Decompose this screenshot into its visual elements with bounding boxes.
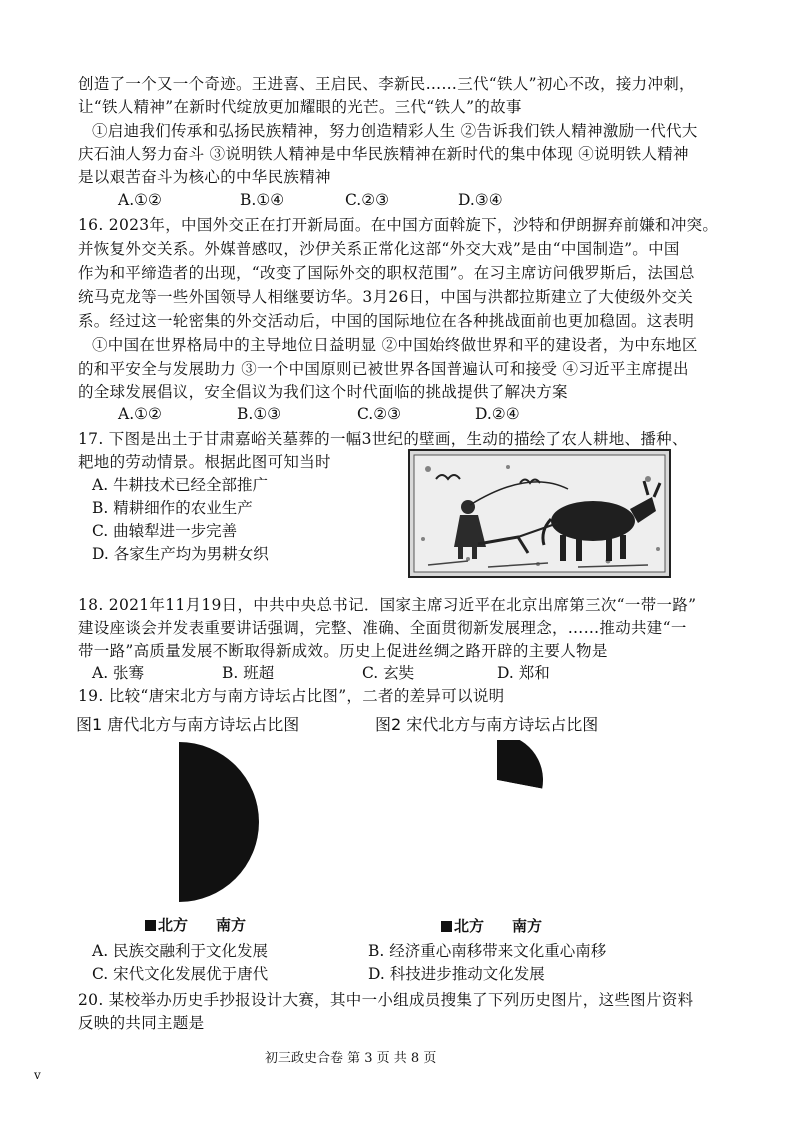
q16-option-c: C.②③ — [357, 405, 402, 423]
q18-option-c: C. 玄奘 — [362, 664, 415, 682]
page-footer: 初三政史合卷 第 3 页 共 8 页 — [265, 1051, 437, 1066]
q20-line-2: 反映的共同主题是 — [78, 1014, 205, 1032]
q15-line-4: 庆石油人努力奋斗 ③说明铁人精神是中华民族精神在新时代的集中体现 ④说明铁人精神 — [78, 145, 689, 163]
q17-line-2: 耙地的劳动情景。根据此图可知当时 — [78, 453, 331, 471]
legend-south-label: 南方 — [216, 916, 247, 934]
fig2-title: 图2 宋代北方与南方诗坛占比图 — [375, 715, 599, 734]
q16-line-4: 统马克龙等一些外国领导人相继要访华。3月26日，中国与洪都拉斯建立了大使级外交关 — [78, 288, 694, 306]
fig1-legend — [145, 914, 246, 935]
q15-option-d: D.③④ — [458, 191, 503, 209]
q16-line-2: 并恢复外交关系。外媒普感叹，沙伊关系正常化这部“外交大戏”是由“中国制造”。中国 — [78, 240, 680, 258]
q18-line-2: 建设座谈会并发表重要讲话强调，完整、准确、全面贯彻新发展理念，……推动共建“一 — [78, 619, 687, 637]
q16-line-6: ①中国在世界格局中的主导地位日益明显 ②中国始终做世界和平的建设者，为中东地区 — [92, 336, 698, 354]
q16-option-b: B.①③ — [237, 405, 282, 423]
q17-option-a: A. 牛耕技术已经全部推广 — [92, 476, 269, 494]
q15-line-5: 是以艰苦奋斗为核心的中华民族精神 — [78, 168, 331, 186]
q16-line-7: 的和平安全与发展助力 ③一个中国原则已被世界各国普遍认可和接受 ④习近平主席提出 — [78, 360, 689, 378]
q16-line-5: 系。经过这一轮密集的外交活动后，中国的国际地位在各种挑战面前也更加稳固。这表明 — [78, 312, 695, 330]
fig2-legend — [441, 915, 542, 936]
q18-option-a: A. 张骞 — [92, 664, 145, 682]
q16-option-d: D.②④ — [475, 405, 520, 423]
q15-option-a: A.①② — [118, 191, 162, 209]
q20-line-1: 20. 某校举办历史手抄报设计大赛，其中一小组成员搜集了下列历史图片，这些图片资料 — [78, 991, 694, 1009]
legend-north-label: 北方 — [158, 916, 189, 934]
fig1-title: 图1 唐代北方与南方诗坛占比图 — [76, 715, 300, 734]
q19-line-1: 19. 比较“唐宋北方与南方诗坛占比图”，二者的差异可以说明 — [78, 687, 505, 705]
legend-north-swatch — [145, 920, 156, 931]
q15-option-c: C.②③ — [345, 191, 390, 209]
q16-option-a: A.①② — [118, 405, 162, 423]
q17-option-b: B. 精耕细作的农业生产 — [92, 499, 253, 517]
q17-line-1: 17. 下图是出土于甘肃嘉峪关墓葬的一幅3世纪的壁画，生动的描绘了农人耕地、播种、 — [78, 430, 688, 448]
q15-line-1: 创造了一个又一个奇迹。王进喜、王启民、李新民……三代“铁人”初心不改，接力冲刺， — [78, 75, 695, 93]
legend-north-swatch — [441, 921, 452, 932]
q17-option-c: C. 曲辕犁进一步完善 — [92, 522, 238, 540]
q15-line-2: 让“铁人精神”在新时代绽放更加耀眼的光芒。三代“铁人”的故事 — [78, 98, 522, 116]
q18-option-d: D. 郑和 — [497, 664, 550, 682]
q16-line-8: 的全球发展倡议，安全倡议为我们这个时代面临的挑战提供了解决方案 — [78, 383, 568, 401]
q19-option-a: A. 民族交融利于文化发展 — [92, 942, 269, 960]
q19-option-b: B. 经济重心南移带来文化重心南移 — [368, 942, 607, 960]
q19-option-d: D. 科技进步推动文化发展 — [368, 965, 545, 983]
pie1-slice-south — [99, 742, 179, 902]
corner-mark: v — [34, 1068, 41, 1082]
legend-south-label: 南方 — [512, 917, 543, 935]
q15-option-b: B.①④ — [240, 191, 285, 209]
farming-mural-image — [408, 449, 671, 578]
q18-line-1: 18. 2021年11月19日，中共中央总书记．国家主席习近平在北京出席第三次“一带一路” — [78, 596, 697, 614]
pie1-slice-north — [179, 742, 259, 902]
legend-north-label: 北方 — [454, 917, 485, 935]
q18-line-3: 带一路”高质量发展不断取得新成效。历史上促进丝绸之路开辟的主要人物是 — [78, 642, 608, 660]
q17-option-d: D. 各家生产均为男耕女织 — [92, 545, 269, 563]
q16-line-3: 作为和平缔造者的出现，“改变了国际外交的职权范围”。在习主席访问俄罗斯后，法国总 — [78, 264, 695, 282]
q15-line-3: ①启迪我们传承和弘扬民族精神，努力创造精彩人生 ②告诉我们铁人精神激励一代代大 — [92, 122, 698, 140]
q18-option-b: B. 班超 — [222, 664, 275, 682]
q19-option-c: C. 宋代文化发展优于唐代 — [92, 965, 269, 983]
q16-line-1: 16. 2023年，中国外交正在打开新局面。在中国方面斡旋下，沙特和伊朗摒弃前嫌和冲突。 — [78, 216, 719, 234]
